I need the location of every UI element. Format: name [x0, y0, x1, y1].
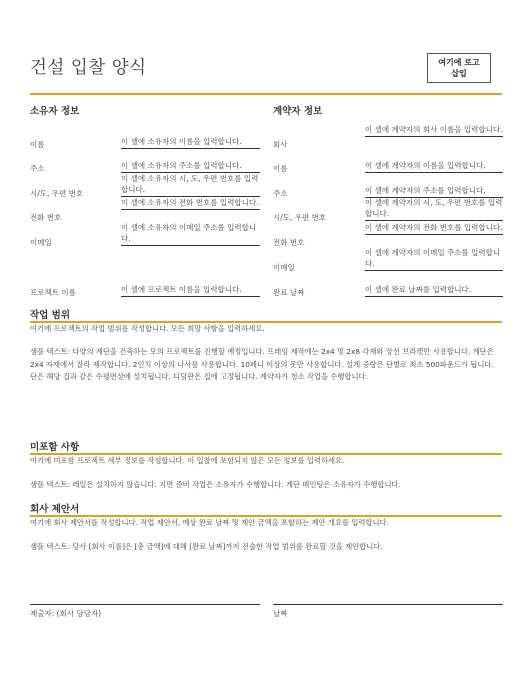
project-name-field[interactable]: 이 셀에 프로젝트 이름을 입력합니다. — [121, 284, 260, 297]
contractor-label-email: 이메일 — [273, 263, 295, 272]
header-divider — [30, 93, 502, 95]
scope-intro[interactable]: 여기에 프로젝트의 작업 범위를 작성합니다. 모든 희망 사항을 입력하세요. — [30, 324, 265, 333]
page-title: 건설 입찰 양식 — [30, 58, 147, 78]
exclusions-intro[interactable]: 여기에 미포함 프로젝트 세부 정보를 작성합니다. 이 입찰에 포함되지 않은 모든 정보를 입력하세요. — [30, 456, 345, 465]
exclusions-heading: 미포함 사항 — [30, 442, 80, 453]
scope-sample-text[interactable]: 샘플 텍스트: 다양의 계단을 건축하는 모의 프로젝트를 진행할 예정입니다. 프레임 제작에는 2x4 및 2x8 각재와 장선 브라켓만 사용합니다. 계단은 2x4 자재에서 잘라 제작합니다. 2인치 이상의 나사를 사용합니다. 10페니 이상의 못만 사용합니다. 설계 중량은 단별로 최소 500파운드가 됩니다. 단은 해당 집과 같은 수평면상에 설치됩니다. 디딤판은 집에 고정됩니다. 계약자가 청소 작업을 수행합니다. — [30, 347, 494, 381]
scope-heading: 작업 범위 — [30, 310, 71, 321]
contractor-phone-field[interactable]: 이 셀에 계약자의 전화 번호를 입력합니다. — [365, 222, 503, 235]
completion-date-field[interactable]: 이 셀에 완료 날짜를 입력합니다. — [365, 284, 503, 297]
owner-label-city-zip: 시/도, 우편 번호 — [30, 189, 84, 198]
submitter-signature-line[interactable] — [30, 604, 260, 605]
owner-address-field[interactable]: 이 셀에 소유자의 주소를 입력합니다. — [121, 160, 260, 173]
date-label: 날짜 — [273, 609, 288, 618]
contractor-address-field[interactable]: 이 셀에 계약자의 주소를 입력합니다. — [365, 185, 503, 198]
owner-label-name: 이름 — [30, 140, 45, 149]
contractor-label-company: 회사 — [273, 140, 288, 149]
logo-text: 여기에 로고 삽입 — [438, 58, 480, 78]
owner-heading: 소유자 정보 — [30, 106, 80, 117]
contractor-city-zip-field[interactable]: 이 셀에 계약자의 시, 도, 우편 번호를 입력합니다. — [365, 197, 503, 221]
contractor-label-city-zip: 시/도, 우편 번호 — [273, 213, 327, 222]
owner-name-field[interactable]: 이 셀에 소유자의 이름을 입력합니다. — [121, 136, 260, 149]
owner-city-zip-field[interactable]: 이 셀에 소유자의 시, 도, 우편 번호를 입력합니다. — [121, 173, 260, 197]
owner-label-email: 이메일 — [30, 238, 52, 247]
contractor-label-completion: 완료 날짜 — [273, 288, 305, 297]
logo-placeholder[interactable] — [427, 53, 491, 83]
owner-phone-field[interactable]: 이 셀에 소유자의 전화 번호를 입력합니다. — [121, 197, 260, 210]
proposal-intro[interactable]: 여기에 회사 제안서를 작성합니다. 작업 제안서, 예상 완료 날짜 및 제안 금액을 포함하는 제안 개요를 입력합니다. — [30, 518, 389, 527]
proposal-sample-text[interactable]: 샘플 텍스트: 당사 [회사 이름]은 [총 금액]에 대해 [완료 날짜]까지 전술한 작업 범위를 완료할 것을 제안합니다. — [30, 542, 383, 551]
exclusions-sample-text[interactable]: 샘플 텍스트: 레일은 설치하지 않습니다. 지면 준비 작업은 소유자가 수행합니다. 계단 페인팅은 소유자가 수행합니다. — [30, 480, 401, 489]
contractor-name-field[interactable]: 이 셀에 계약자의 이름을 입력합니다. — [365, 160, 503, 173]
owner-label-address: 주소 — [30, 164, 45, 173]
owner-label-phone: 전화 번호 — [30, 213, 62, 222]
owner-label-project: 프로젝트 이름 — [30, 288, 76, 297]
contractor-company-field[interactable]: 이 셀에 계약자의 회사 이름을 입력합니다. — [365, 124, 503, 137]
contractor-label-name: 이름 — [273, 164, 288, 173]
owner-email-field[interactable]: 이 셀에 소유자의 이메일 주소를 입력합니다. — [121, 222, 260, 246]
contractor-heading: 계약자 정보 — [273, 106, 323, 117]
contractor-email-field[interactable]: 이 셀에 계약자의 이메일 주소를 입력합니다. — [365, 247, 503, 271]
submitter-label: 제출자: (회사 담당자) — [30, 609, 102, 618]
contractor-label-address: 주소 — [273, 189, 288, 198]
date-signature-line[interactable] — [273, 604, 503, 605]
contractor-label-phone: 전화 번호 — [273, 238, 305, 247]
proposal-heading: 회사 제안서 — [30, 504, 80, 515]
